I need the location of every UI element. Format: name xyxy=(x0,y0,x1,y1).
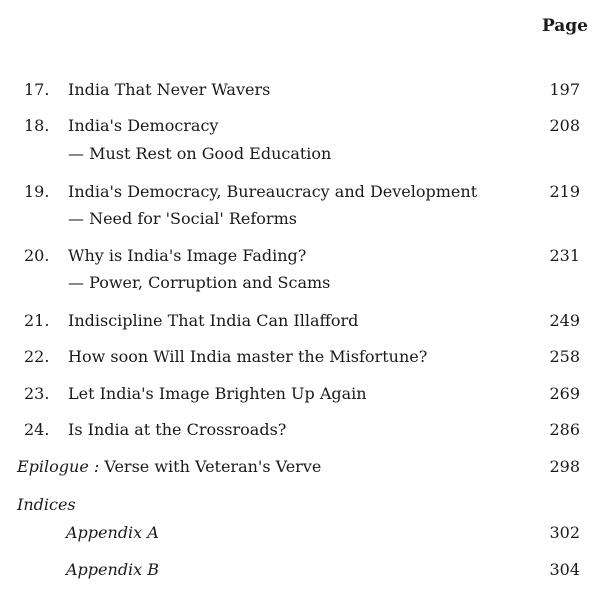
page-column-header: Page xyxy=(541,16,588,36)
entry-title: Let India's Image Brighten Up Again xyxy=(68,384,367,403)
appendix-page: 302 xyxy=(549,523,580,542)
entry-page: 231 xyxy=(549,246,580,265)
entry-number: 22. xyxy=(24,347,50,366)
entry-title: How soon Will India master the Misfortune? xyxy=(68,347,428,366)
entry-page: 197 xyxy=(549,80,580,99)
entry-title: India That Never Wavers xyxy=(68,80,271,99)
entry-subtitle: — Power, Corruption and Scams xyxy=(68,273,331,292)
entry-number: 20. xyxy=(24,246,50,265)
entry-number: 23. xyxy=(24,384,50,403)
appendix-title: Appendix B xyxy=(66,560,160,579)
entry-number: 21. xyxy=(24,311,50,330)
appendix-page: 304 xyxy=(549,560,580,579)
appendix-title: Appendix A xyxy=(66,523,159,542)
epilogue-page: 298 xyxy=(549,457,580,476)
entry-page: 269 xyxy=(549,384,580,403)
entry-number: 18. xyxy=(24,116,50,135)
entry-title: India's Democracy, Bureaucracy and Development xyxy=(68,182,478,201)
entry-page: 286 xyxy=(549,420,580,439)
entry-number: 17. xyxy=(24,80,50,99)
entry-title: India's Democracy xyxy=(68,116,219,135)
entry-title: Indiscipline That India Can Illafford xyxy=(68,311,359,330)
entry-number: 24. xyxy=(24,420,50,439)
indices-label: Indices xyxy=(17,495,76,514)
entry-page: 208 xyxy=(549,116,580,135)
entry-page: 258 xyxy=(549,347,580,366)
entry-subtitle: — Must Rest on Good Education xyxy=(68,144,332,163)
entry-page: 219 xyxy=(549,182,580,201)
epilogue-title: Verse with Veteran's Verve xyxy=(104,457,322,476)
entry-number: 19. xyxy=(24,182,50,201)
entry-page: 249 xyxy=(549,311,580,330)
entry-title: Is India at the Crossroads? xyxy=(68,420,287,439)
entry-subtitle: — Need for 'Social' Reforms xyxy=(68,209,297,228)
entry-title: Why is India's Image Fading? xyxy=(68,246,307,265)
epilogue-label: Epilogue : xyxy=(17,457,100,476)
